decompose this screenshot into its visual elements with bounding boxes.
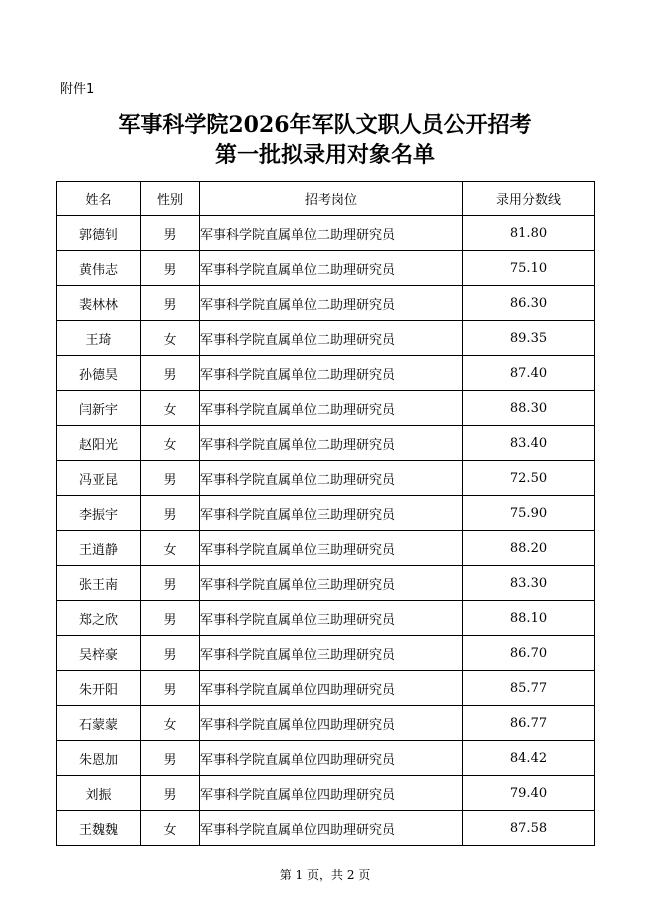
cell-position: 军事科学院直属单位三助理研究员 — [200, 601, 463, 636]
cell-gender: 男 — [141, 461, 200, 496]
table-row — [57, 286, 595, 321]
cell-score: 75.90 — [463, 496, 595, 531]
cell-position: 军事科学院直属单位二助理研究员 — [200, 216, 463, 251]
cell-position: 军事科学院直属单位二助理研究员 — [200, 391, 463, 426]
cell-position: 军事科学院直属单位二助理研究员 — [200, 356, 463, 391]
table-row — [57, 216, 595, 251]
cell-gender: 男 — [141, 636, 200, 671]
cell-position: 军事科学院直属单位三助理研究员 — [200, 496, 463, 531]
cell-position: 军事科学院直属单位四助理研究员 — [200, 671, 463, 706]
table-row — [57, 391, 595, 426]
document-title-line-2: 第一批拟录用对象名单 — [214, 142, 435, 168]
cell-score: 79.40 — [463, 776, 595, 811]
table-row — [57, 251, 595, 286]
cell-gender: 男 — [141, 251, 200, 286]
cell-gender: 女 — [141, 531, 200, 566]
cell-score: 72.50 — [463, 461, 595, 496]
table-row — [57, 566, 595, 601]
cell-score: 81.80 — [463, 216, 595, 251]
document-title-line-1: 军事科学院2026年军队文职人员公开招考 — [118, 112, 532, 138]
cell-name: 赵阳光 — [57, 426, 141, 461]
cell-position: 军事科学院直属单位四助理研究员 — [200, 706, 463, 741]
cell-score: 87.40 — [463, 356, 595, 391]
table-row — [57, 496, 595, 531]
table-row — [57, 601, 595, 636]
cell-position: 军事科学院直属单位四助理研究员 — [200, 776, 463, 811]
table-row — [57, 461, 595, 496]
cell-score: 86.70 — [463, 636, 595, 671]
cell-score: 88.20 — [463, 531, 595, 566]
table-row — [57, 321, 595, 356]
table-row — [57, 811, 595, 846]
cell-gender: 男 — [141, 601, 200, 636]
cell-name: 朱恩加 — [57, 741, 141, 776]
cell-gender: 男 — [141, 741, 200, 776]
cell-gender: 男 — [141, 566, 200, 601]
attachment-label: 附件1 — [60, 82, 95, 97]
cell-name: 黄伟志 — [57, 251, 141, 286]
page-footer: 第 1 页，共 2 页 — [279, 868, 371, 882]
cell-score: 84.42 — [463, 741, 595, 776]
table-row — [57, 356, 595, 391]
cell-gender: 女 — [141, 321, 200, 356]
table-row — [57, 776, 595, 811]
cell-name: 郭德钊 — [57, 216, 141, 251]
cell-position: 军事科学院直属单位四助理研究员 — [200, 741, 463, 776]
cell-score: 88.30 — [463, 391, 595, 426]
cell-score: 75.10 — [463, 251, 595, 286]
header-position: 招考岗位 — [200, 182, 463, 216]
cell-gender: 女 — [141, 706, 200, 741]
cell-gender: 男 — [141, 776, 200, 811]
cell-score: 87.58 — [463, 811, 595, 846]
cell-gender: 男 — [141, 286, 200, 321]
cell-name: 张王南 — [57, 566, 141, 601]
cell-name: 裴林林 — [57, 286, 141, 321]
table-row — [57, 706, 595, 741]
table-header-row — [57, 182, 595, 216]
header-score: 录用分数线 — [463, 182, 595, 216]
cell-name: 王逍静 — [57, 531, 141, 566]
cell-name: 王琦 — [57, 321, 141, 356]
cell-name: 闫新宇 — [57, 391, 141, 426]
cell-position: 军事科学院直属单位三助理研究员 — [200, 566, 463, 601]
cell-position: 军事科学院直属单位二助理研究员 — [200, 251, 463, 286]
header-name: 姓名 — [57, 182, 141, 216]
cell-name: 朱开阳 — [57, 671, 141, 706]
table-body — [57, 216, 595, 846]
cell-gender: 男 — [141, 356, 200, 391]
header-gender: 性别 — [141, 182, 200, 216]
table-row — [57, 636, 595, 671]
cell-name: 李振宇 — [57, 496, 141, 531]
cell-score: 86.77 — [463, 706, 595, 741]
cell-gender: 男 — [141, 671, 200, 706]
cell-position: 军事科学院直属单位三助理研究员 — [200, 636, 463, 671]
table-row — [57, 741, 595, 776]
table-row — [57, 426, 595, 461]
cell-position: 军事科学院直属单位二助理研究员 — [200, 286, 463, 321]
table-row — [57, 531, 595, 566]
cell-name: 孙德昊 — [57, 356, 141, 391]
cell-name: 石蒙蒙 — [57, 706, 141, 741]
cell-gender: 女 — [141, 391, 200, 426]
cell-score: 86.30 — [463, 286, 595, 321]
cell-score: 88.10 — [463, 601, 595, 636]
cell-name: 王魏魏 — [57, 811, 141, 846]
cell-score: 89.35 — [463, 321, 595, 356]
roster-table — [56, 181, 595, 846]
table-row — [57, 671, 595, 706]
cell-gender: 女 — [141, 426, 200, 461]
cell-name: 吴梓豪 — [57, 636, 141, 671]
cell-gender: 女 — [141, 811, 200, 846]
cell-score: 85.77 — [463, 671, 595, 706]
cell-name: 郑之欣 — [57, 601, 141, 636]
cell-position: 军事科学院直属单位二助理研究员 — [200, 426, 463, 461]
cell-gender: 男 — [141, 216, 200, 251]
cell-position: 军事科学院直属单位三助理研究员 — [200, 531, 463, 566]
cell-position: 军事科学院直属单位二助理研究员 — [200, 321, 463, 356]
cell-name: 刘振 — [57, 776, 141, 811]
cell-position: 军事科学院直属单位四助理研究员 — [200, 811, 463, 846]
cell-name: 冯亚昆 — [57, 461, 141, 496]
cell-position: 军事科学院直属单位二助理研究员 — [200, 461, 463, 496]
cell-gender: 男 — [141, 496, 200, 531]
cell-score: 83.30 — [463, 566, 595, 601]
cell-score: 83.40 — [463, 426, 595, 461]
